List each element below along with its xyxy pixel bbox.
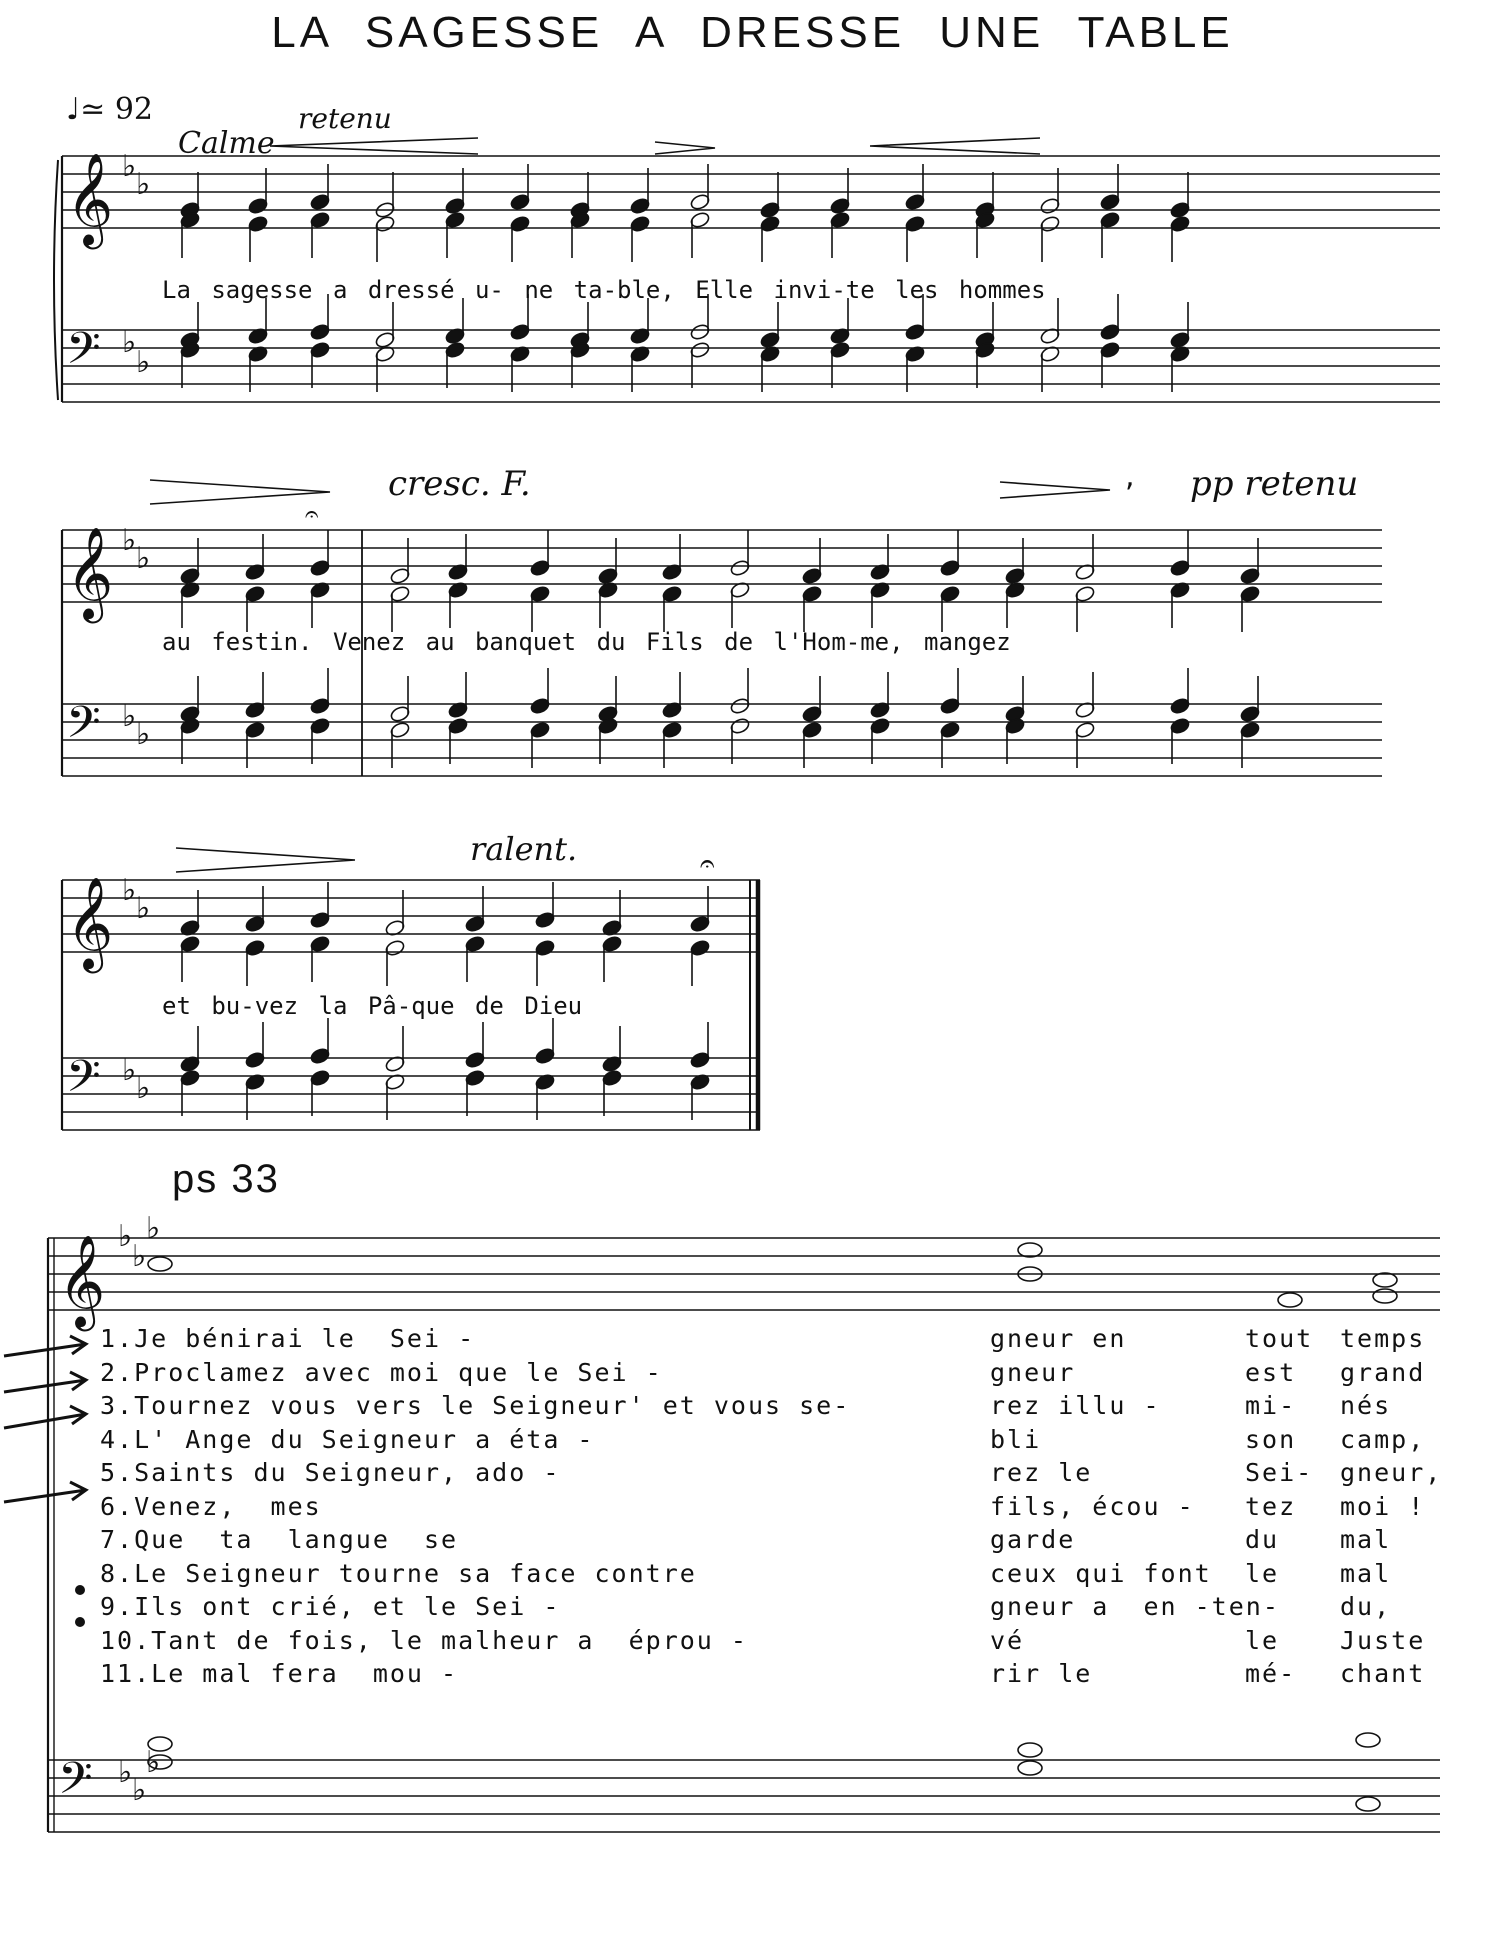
verse-c3: du,: [1340, 1592, 1392, 1621]
direction-pp-retenu: pp retenu: [1190, 464, 1359, 504]
note-head: [1278, 1293, 1302, 1307]
verse-c1: rir le: [990, 1659, 1093, 1688]
verse-c1: garde: [990, 1525, 1076, 1554]
crescendo-hairpin: [870, 138, 1040, 154]
direction-retenu: retenu: [298, 102, 392, 135]
breath-mark-icon: ,: [1125, 459, 1135, 494]
verse-c1: gneur en: [990, 1324, 1127, 1353]
treble-clef-icon: 𝄞: [66, 876, 114, 969]
fermata-icon: 𝄐: [305, 500, 319, 528]
verse-text: 10.Tant de fois, le malheur a éprou -: [100, 1625, 748, 1655]
verse-c3: camp,: [1340, 1424, 1426, 1454]
verse-c2: Sei-: [1245, 1458, 1314, 1487]
page-title: LA SAGESSE A DRESSE UNE TABLE: [271, 8, 1234, 57]
verse-row: [100, 1456, 1460, 1490]
psalm-label: ps 33: [172, 1157, 280, 1201]
flat-icon: ♭: [122, 523, 137, 558]
verse-row: [100, 1389, 1460, 1423]
verse-c3: temps: [1340, 1324, 1426, 1353]
verse-c1: ceux qui font: [990, 1558, 1212, 1588]
flat-icon: ♭: [122, 325, 137, 360]
verse-row: [100, 1490, 1460, 1524]
tempo-marking: ♩≃ 92: [66, 92, 153, 127]
verse-row: [100, 1356, 1460, 1390]
arrow-icon: [4, 1372, 86, 1392]
decrescendo-hairpin: [1000, 482, 1110, 498]
verse-c3: nés: [1340, 1391, 1392, 1420]
verse-c1: bli: [990, 1424, 1042, 1454]
refrain-lyrics-line-2: au festin. Venez au banquet du Fils de l'Hom-me, mangez: [162, 628, 1011, 656]
note-head: [1373, 1289, 1397, 1303]
bass-clef-icon: 𝄢: [66, 1050, 101, 1113]
flat-icon: ♭: [132, 1239, 147, 1274]
flat-icon: ♭: [146, 1745, 161, 1780]
note-head: [1373, 1273, 1397, 1287]
crescendo-hairpin: [176, 848, 355, 872]
verse-c1: rez illu -: [990, 1391, 1161, 1420]
verse-c2: son: [1245, 1424, 1297, 1454]
verse-row: [100, 1624, 1460, 1658]
treble-clef-icon: 𝄞: [66, 152, 114, 245]
decrescendo-hairpin: [150, 480, 330, 504]
psalm-verses: [100, 1322, 1460, 1691]
psalm-bass-staff: [48, 1760, 1440, 1832]
verse-c1: vé: [990, 1625, 1025, 1655]
treble-clef-icon: 𝄞: [58, 1234, 106, 1327]
fermata-icon: 𝄐: [700, 849, 715, 879]
bass-clef-icon: 𝄢: [66, 322, 101, 385]
verse-c2: du: [1245, 1525, 1280, 1554]
verse-row: [100, 1557, 1460, 1591]
system-1-treble-staff: [62, 156, 1440, 228]
verse-row: [100, 1590, 1460, 1624]
flat-icon: ♭: [146, 1211, 161, 1246]
verse-c2: le: [1245, 1625, 1280, 1655]
verse-c2: tez: [1245, 1491, 1297, 1521]
flat-icon: ♭: [136, 891, 151, 926]
flat-icon: ♭: [118, 1219, 133, 1254]
verse-c3: moi !: [1340, 1491, 1426, 1521]
verse-text: 6.Venez, mes: [100, 1491, 322, 1521]
verse-c2: mé-: [1245, 1659, 1297, 1688]
verse-text: 5.Saints du Seigneur, ado -: [100, 1458, 561, 1487]
marker-dot-icon: [75, 1617, 85, 1627]
flat-icon: ♭: [122, 873, 137, 908]
refrain-lyrics-line-3: et bu-vez la Pâ-que de Dieu: [162, 992, 583, 1020]
verse-text: 1.Je bénirai le Sei -: [100, 1324, 476, 1353]
note-head: [1356, 1797, 1380, 1811]
note-head: [1018, 1761, 1042, 1775]
verse-text: 7.Que ta langue se: [100, 1525, 459, 1554]
verse-c3: mal: [1340, 1525, 1392, 1554]
verse-c3: grand: [1340, 1357, 1426, 1387]
verse-c3: gneur,: [1340, 1458, 1443, 1487]
verse-c3: Juste: [1340, 1625, 1426, 1655]
flat-icon: ♭: [136, 541, 151, 576]
crescendo-hairpin: [270, 138, 478, 154]
verse-row: [100, 1657, 1460, 1691]
verse-row: [100, 1423, 1460, 1457]
flat-icon: ♭: [122, 1053, 137, 1088]
flat-icon: ♭: [122, 699, 137, 734]
marker-dot-icon: [75, 1585, 85, 1595]
verse-c3: chant: [1340, 1659, 1426, 1688]
verse-text: 11.Le mal fera mou -: [100, 1659, 459, 1688]
flat-icon: ♭: [136, 167, 151, 202]
verse-text: 2.Proclamez avec moi que le Sei -: [100, 1357, 663, 1387]
note-head: [148, 1257, 172, 1271]
psalm-treble-staff: [48, 1238, 1440, 1310]
arrow-icon: [4, 1406, 86, 1428]
direction-cresc: cresc. F.: [388, 464, 531, 504]
verse-text: 9.Ils ont crié, et le Sei -: [100, 1592, 561, 1621]
direction-calme: Calme: [178, 126, 275, 161]
flat-icon: ♭: [136, 1071, 151, 1106]
flat-icon: ♭: [118, 1755, 133, 1790]
system-3-treble-staff: [62, 880, 760, 952]
verse-c1: gneur: [990, 1357, 1076, 1387]
verse-c1: gneur a en -ten-: [990, 1592, 1280, 1621]
verse-c1: fils, écou -: [990, 1491, 1195, 1521]
flat-icon: ♭: [132, 1773, 147, 1808]
flat-icon: ♭: [136, 717, 151, 752]
verse-text: 4.L' Ange du Seigneur a éta -: [100, 1424, 595, 1454]
treble-clef-icon: 𝄞: [66, 526, 114, 619]
verse-row: [100, 1322, 1460, 1356]
flat-icon: ♭: [136, 345, 151, 380]
verse-text: 3.Tournez vous vers le Seigneur' et vous se-: [100, 1391, 851, 1420]
note-head: [1356, 1733, 1380, 1747]
note-head: [1018, 1243, 1042, 1257]
refrain-lyrics-line-1: La sagesse a dressé u- ne ta-ble, Elle invi-te les hommes: [162, 276, 1046, 304]
verse-c2: tout: [1245, 1324, 1314, 1353]
bass-clef-icon: 𝄢: [66, 696, 101, 759]
system-3-bass-staff: [62, 1058, 760, 1130]
handwritten-arrows: [4, 1336, 86, 1502]
direction-ralent: ralent.: [470, 830, 578, 868]
verse-text: 8.Le Seigneur tourne sa face contre: [100, 1558, 697, 1588]
verse-row: [100, 1523, 1460, 1557]
arrow-icon: [4, 1482, 86, 1502]
note-head: [1018, 1743, 1042, 1757]
verse-c2: mi-: [1245, 1391, 1297, 1420]
arrow-icon: [4, 1336, 86, 1356]
flat-icon: ♭: [122, 149, 137, 184]
verse-c3: mal: [1340, 1558, 1392, 1588]
verse-c2: le: [1245, 1558, 1280, 1588]
decrescendo-hairpin: [655, 142, 715, 154]
system-1-bass-staff: [62, 330, 1440, 402]
verse-c2: est: [1245, 1357, 1297, 1387]
bass-clef-icon: 𝄢: [58, 1752, 93, 1815]
verse-c1: rez le: [990, 1458, 1093, 1487]
